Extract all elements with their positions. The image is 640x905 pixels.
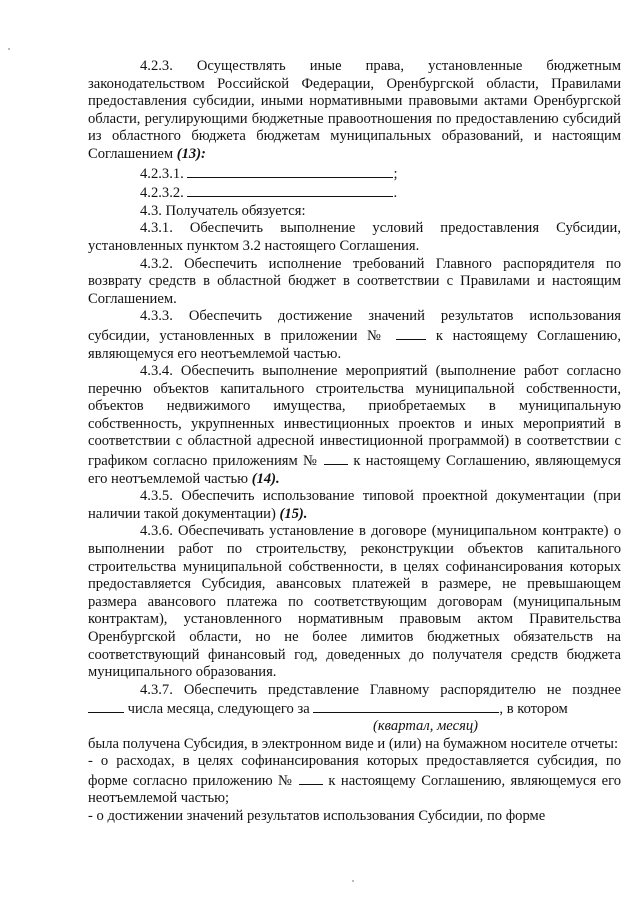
- clause-4-2-3-1: [88, 164, 621, 184]
- blank-line: [187, 183, 393, 197]
- blank-line: [88, 699, 124, 713]
- clause-4-3-7: [88, 682, 621, 700]
- scan-speck: [8, 48, 10, 50]
- clause-end: ;: [393, 165, 398, 182]
- clause-text: 4.3.7. Обеспечить представление Главному распорядителю не позднее: [140, 681, 621, 698]
- clause-end: .: [393, 185, 398, 202]
- clause-4-2-3-2: [88, 183, 621, 203]
- blank-line: [313, 699, 499, 713]
- clause-number: 4.2.3.1.: [140, 165, 184, 182]
- clause-text: к настоящему Соглашению, являющемуся его неотъемлемой частью.: [88, 327, 621, 362]
- clause-text: , в котором: [499, 701, 568, 718]
- clause-4-3: 4.3. Получатель обязуется:: [140, 202, 306, 219]
- blank-line: [396, 326, 426, 340]
- footnote-ref: (15).: [279, 505, 308, 522]
- scan-speck: [352, 880, 354, 882]
- clause-4-3-3: [88, 308, 621, 363]
- blank-line: [187, 164, 393, 178]
- clause-text: 4.3.3. Обеспечить достижение значений результатов использования субсидии, установленных в приложении №: [88, 308, 621, 344]
- clause-4-2-3: [88, 58, 621, 164]
- clause-number: 4.2.3.2.: [140, 185, 184, 202]
- clause-4-3-2: 4.3.2. Обеспечить исполнение требований Главного распорядителя по возврату средств в областной бюджет в соответствии с Правилами и настоящим Соглашением.: [88, 255, 621, 307]
- clause-text: к настоящему Соглашению, являющемуся его неотъемлемой частью: [88, 453, 622, 487]
- clause-text: 4.2.3. Осуществлять иные права, установленные бюджетным законодательством Российской Федерации, Оренбургской области, Правилами предоставления субсидии, иными нормативными правовыми актами Оренбургской области, регулирующими бюджетные правоотношения по предоставлению субсидий из областного бюджета бюджетам муниципальных образований, и настоящим Соглашением: [88, 58, 621, 162]
- bullet-expenses-report: [88, 753, 621, 808]
- footnote-ref: (13):: [176, 145, 206, 162]
- bullet-text: к настоящему Соглашению, являющемуся его неотъемлемой частью;: [88, 772, 621, 807]
- document-page: [88, 58, 621, 826]
- blank-line: [324, 451, 348, 465]
- clause-text: 4.3.4. Обеспечить выполнение мероприятий (выполнение работ согласно перечню объектов капитального строительства муниципальной собственности, объектов недвижимого имущества, приобретаемых в муниципальную собственность, укрупненных инвестиционных проектов и иных мероприятий в соответствии с областной адресной инвестиционной программой) в соответствии с графиком согласно приложениям №: [88, 363, 621, 470]
- clause-4-3-5: [88, 488, 621, 523]
- blank-line: [299, 771, 323, 785]
- clause-4-3-4: [88, 363, 621, 488]
- clause-text: 4.3.5. Обеспечить использование типовой проектной документации (при наличии такой документации): [88, 488, 621, 522]
- clause-4-3-7-line2: [88, 699, 621, 719]
- bullet-results-report: - о достижении значений результатов использования Субсидии, по форме: [88, 807, 546, 824]
- clause-4-3-1: 4.3.1. Обеспечить выполнение условий предоставления Субсидии, установленных пунктом 3.2 настоящего Соглашения.: [88, 220, 621, 254]
- blank-caption: (квартал, месяц): [373, 717, 479, 734]
- footnote-ref: (14).: [251, 470, 280, 487]
- clause-text: числа месяца, следующего за: [127, 701, 314, 718]
- clause-4-3-7-cont: была получена Субсидия, в электронном виде и (или) на бумажном носителе отчеты:: [88, 735, 619, 752]
- clause-4-3-6: 4.3.6. Обеспечивать установление в договоре (муниципальном контракте) о выполнении работ по строительству, реконструкции объектов капитального строительства муниципальной собственности, в целях софинансирования которых предоставляется Субсидия, авансовых платежей в размере, не превышающем размера авансового платежа по соответствующим договорам (муниципальным контрактам), установленного нормативным правовым актом Правительства Оренбургской области, но не более лимитов бюджетных обязательств на соответствующий финансовый год, доведенных до получателя средств бюджета муниципального образования.: [88, 523, 621, 681]
- bullet-text: - о расходах, в целях софинансирования которых предоставляется субсидия, по форме согласно приложению №: [88, 753, 621, 789]
